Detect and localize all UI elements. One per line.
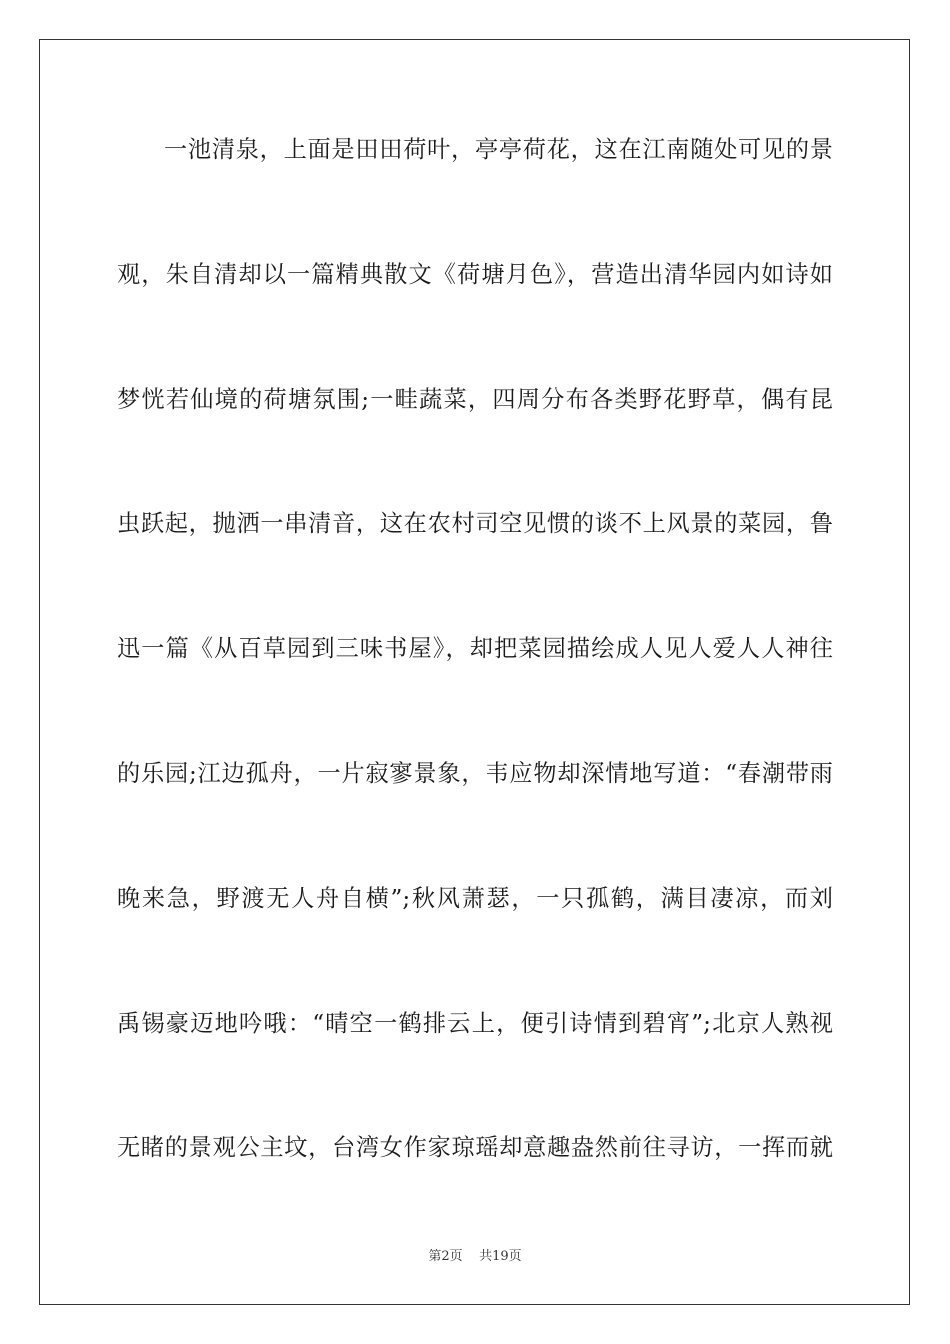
text-line-3: 梦恍若仙境的荷塘氛围;一畦蔬菜，四周分布各类野花野草，偶有昆 — [117, 385, 833, 413]
text-line-7: 晚来急，野渡无人舟自横”;秋风萧瑟，一只孤鹤，满目凄凉，而刘 — [117, 884, 833, 912]
text-line-5: 迅一篇《从百草园到三味书屋》，却把菜园描绘成人见人爱人人神往 — [117, 635, 833, 663]
text-line-8: 禹锡豪迈地吟哦：“晴空一鹤排云上，便引诗情到碧宵”;北京人熟视 — [117, 1009, 833, 1037]
text-line-2: 观，朱自清却以一篇精典散文《荷塘月色》，营造出清华园内如诗如 — [117, 260, 833, 288]
text-line-4: 虫跃起，抛洒一串清音，这在农村司空见惯的谈不上风景的菜园，鲁 — [117, 510, 833, 538]
page-number-footer: 第2页 共19页 — [428, 1249, 522, 1264]
text-line-1: 一池清泉，上面是田田荷叶，亭亭荷花，这在江南随处可见的景 — [164, 136, 833, 163]
text-line-6: 的乐园;江边孤舟，一片寂寥景象，韦应物却深情地写道：“春潮带雨 — [117, 759, 833, 787]
body-paragraph — [117, 118, 833, 1241]
text-line-9: 无睹的景观公主坟，台湾女作家琼瑶却意趣盎然前往寻访，一挥而就 — [117, 1134, 833, 1162]
